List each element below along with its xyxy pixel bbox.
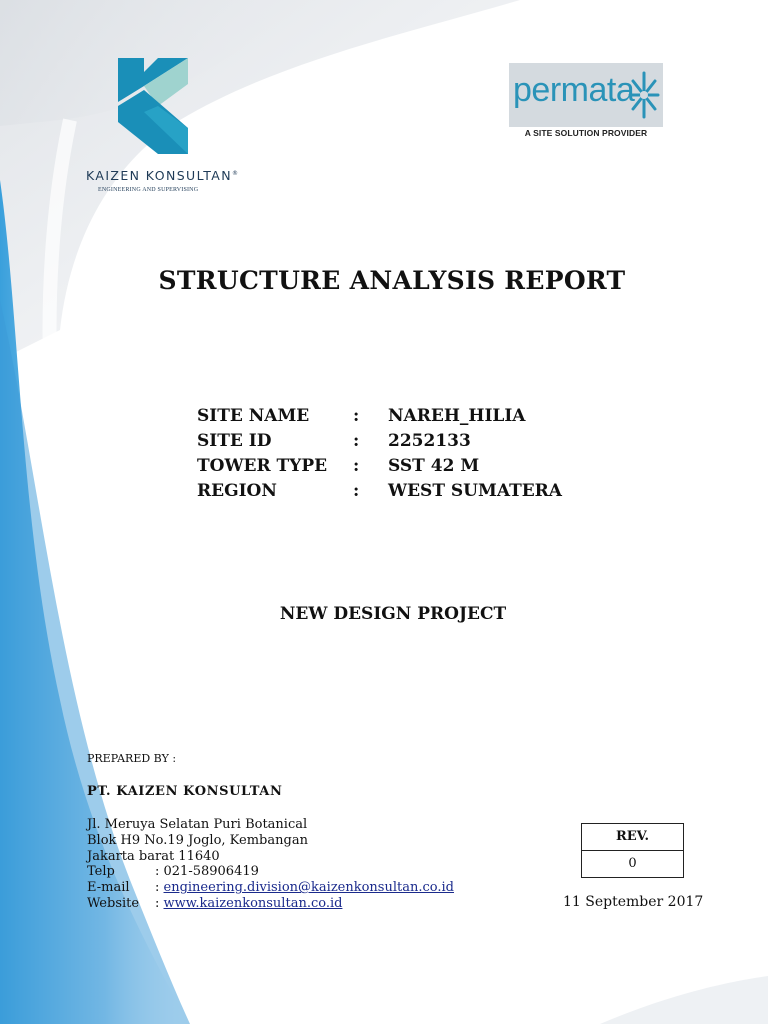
separator: : xyxy=(353,481,360,501)
site-info-row xyxy=(197,456,617,481)
report-title: STRUCTURE ANALYSIS REPORT xyxy=(158,266,626,295)
site-info-row xyxy=(197,481,617,506)
site-name-label: SITE NAME xyxy=(197,406,310,426)
region-value: WEST SUMATERA xyxy=(388,481,563,501)
phone-label: Telp xyxy=(87,864,115,880)
permata-tagline: A SITE SOLUTION PROVIDER xyxy=(524,128,648,138)
company-address xyxy=(87,817,454,912)
tower-type-label: TOWER TYPE xyxy=(197,456,328,476)
revision-box xyxy=(581,823,684,878)
email-link[interactable]: engineering.division@kaizenkonsultan.co.id xyxy=(163,880,454,896)
site-info-row xyxy=(197,431,617,456)
company-name: PT. KAIZEN KONSULTAN xyxy=(87,784,283,799)
revision-label: REV. xyxy=(582,824,683,851)
email-line xyxy=(87,880,454,896)
site-name-value: NAREH_HILIA xyxy=(388,406,526,426)
address-line: Jakarta barat 11640 xyxy=(87,848,220,864)
kaizen-mark-icon xyxy=(114,56,194,156)
site-id-value: 2252133 xyxy=(388,431,471,451)
phone-value: : 021-58906419 xyxy=(155,864,259,880)
permata-wordmark: permata xyxy=(513,71,635,109)
kaizen-logo xyxy=(82,56,238,201)
link-prefix: : xyxy=(155,895,164,911)
site-info-row xyxy=(197,406,617,431)
website-link[interactable]: www.kaizenkonsultan.co.id xyxy=(163,895,343,911)
permata-logo xyxy=(509,63,663,139)
prepared-by-label: PREPARED BY : xyxy=(87,752,177,765)
link-prefix: : xyxy=(155,880,164,896)
email-label: E-mail xyxy=(87,880,130,896)
permata-star-icon xyxy=(628,70,660,120)
project-type: NEW DESIGN PROJECT xyxy=(279,604,507,624)
kaizen-name: KAIZEN KONSULTAN® xyxy=(86,168,238,183)
separator: : xyxy=(353,406,360,426)
revision-value: 0 xyxy=(628,856,637,871)
tower-type-value: SST 42 M xyxy=(388,456,480,476)
kaizen-tagline: ENGINEERING AND SUPERVISING xyxy=(98,187,199,193)
region-label: REGION xyxy=(197,481,277,501)
website-label: Website xyxy=(87,895,140,911)
report-date: 11 September 2017 xyxy=(563,894,704,910)
website-line xyxy=(87,896,454,912)
address-line: Blok H9 No.19 Joglo, Kembangan xyxy=(87,832,308,848)
site-id-label: SITE ID xyxy=(197,431,272,451)
separator: : xyxy=(353,431,360,451)
separator: : xyxy=(353,456,360,476)
permata-logo-box xyxy=(509,63,663,127)
phone-line xyxy=(87,864,454,880)
site-info-table xyxy=(197,406,617,506)
address-line: Jl. Meruya Selatan Puri Botanical xyxy=(87,817,308,832)
